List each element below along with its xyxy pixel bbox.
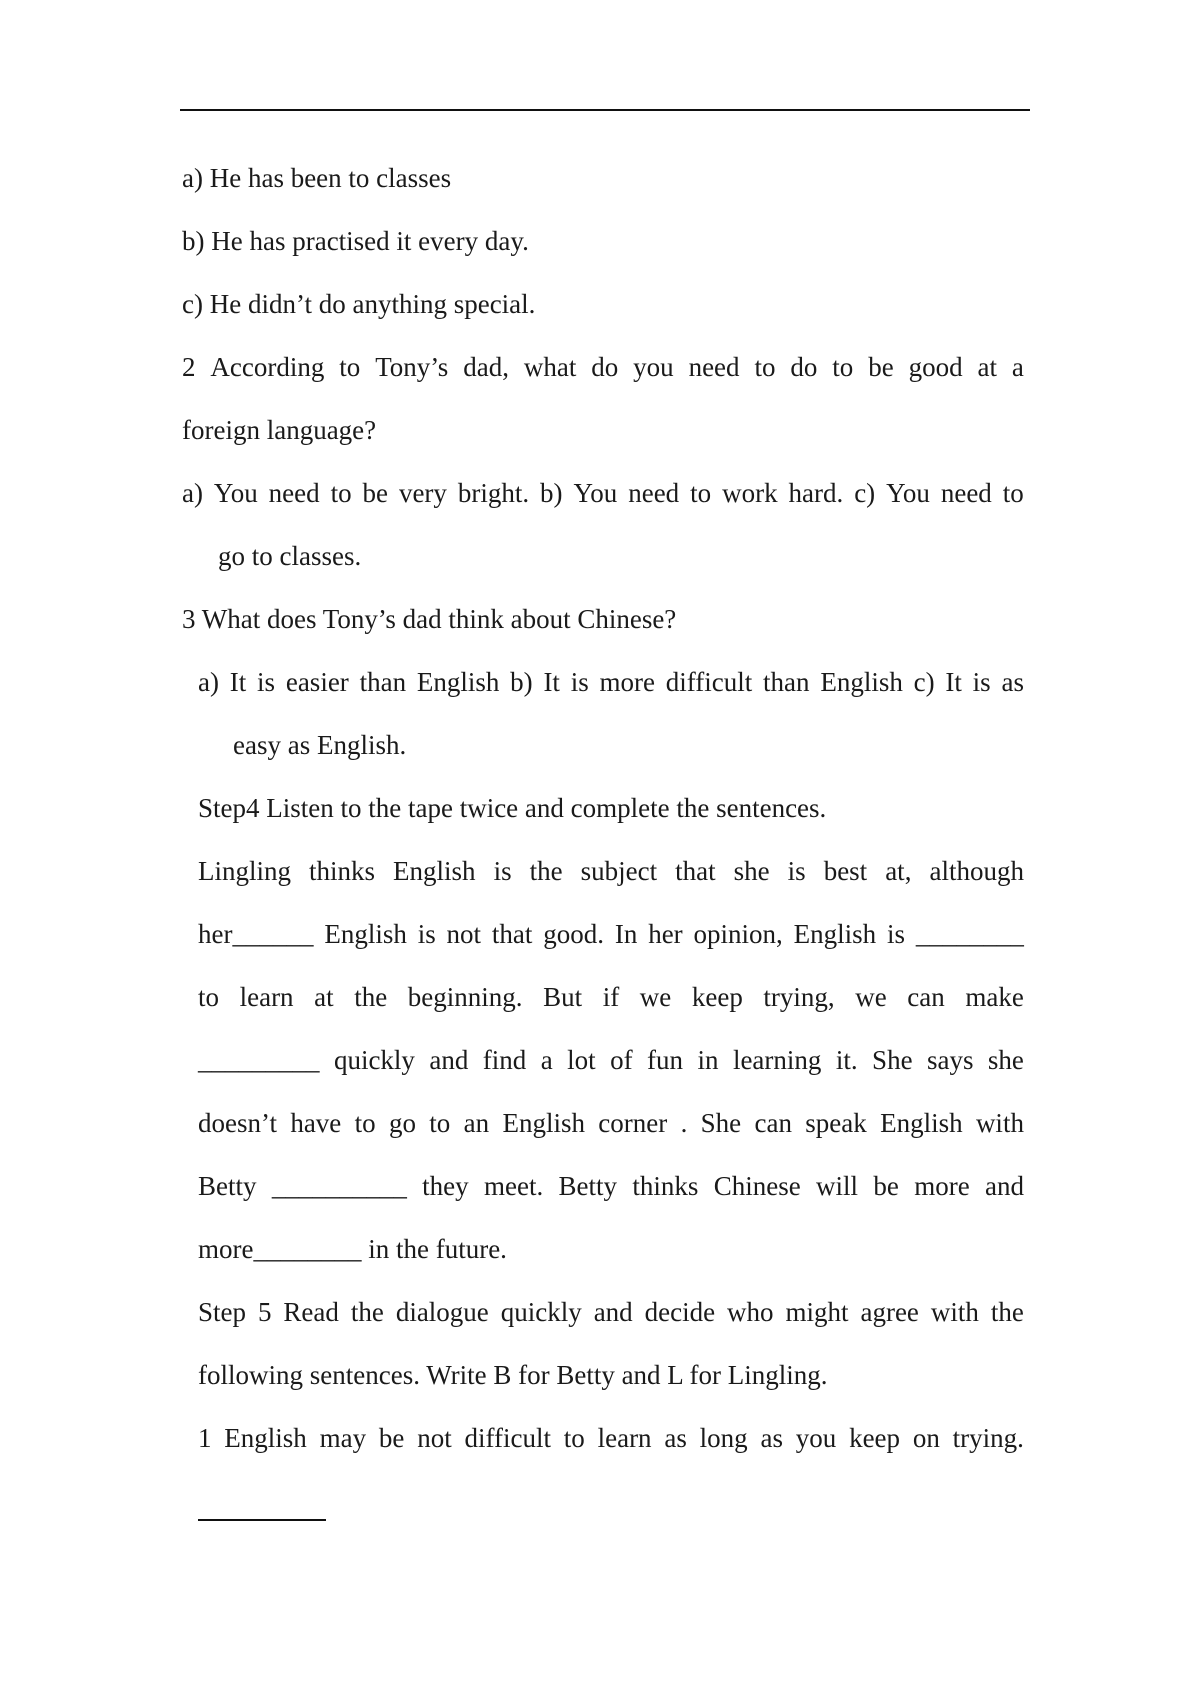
text-line: _________ quickly and find a lot of fun in learning it. She says she	[198, 1045, 1024, 1075]
text-line: easy as English.	[233, 730, 407, 760]
text-line: doesn’t have to go to an English corner . She can speak English with	[198, 1108, 1024, 1138]
text-line: go to classes.	[218, 541, 362, 571]
text-line: 1 English may be not difficult to learn as long as you keep on trying.	[198, 1423, 1024, 1453]
text-line: Step4 Listen to the tape twice and complete the sentences.	[198, 793, 827, 823]
text-line: to learn at the beginning. But if we keep trying, we can make	[198, 982, 1024, 1012]
answer-blank	[198, 1519, 326, 1521]
text-line: b) He has practised it every day.	[182, 226, 529, 256]
text-line: 3 What does Tony’s dad think about Chinese?	[182, 604, 677, 634]
text-line: Lingling thinks English is the subject that she is best at, although	[198, 856, 1024, 886]
text-line: a) It is easier than English b) It is more difficult than English c) It is as	[198, 667, 1024, 697]
text-line: following sentences. Write B for Betty and L for Lingling.	[198, 1360, 828, 1390]
text-line: Betty __________ they meet. Betty thinks Chinese will be more and	[198, 1171, 1024, 1201]
text-line: c) He didn’t do anything special.	[182, 289, 536, 319]
text-line: foreign language?	[182, 415, 377, 445]
text-line: Step 5 Read the dialogue quickly and decide who might agree with the	[198, 1297, 1024, 1327]
text-line: 2 According to Tony’s dad, what do you need to do to be good at a	[182, 352, 1024, 382]
text-line: a) You need to be very bright. b) You need to work hard. c) You need to	[182, 478, 1024, 508]
text-line: a) He has been to classes	[182, 163, 452, 193]
text-line: her______ English is not that good. In her opinion, English is ________	[198, 919, 1024, 949]
header-rule	[180, 109, 1030, 111]
text-line: more________ in the future.	[198, 1234, 507, 1264]
